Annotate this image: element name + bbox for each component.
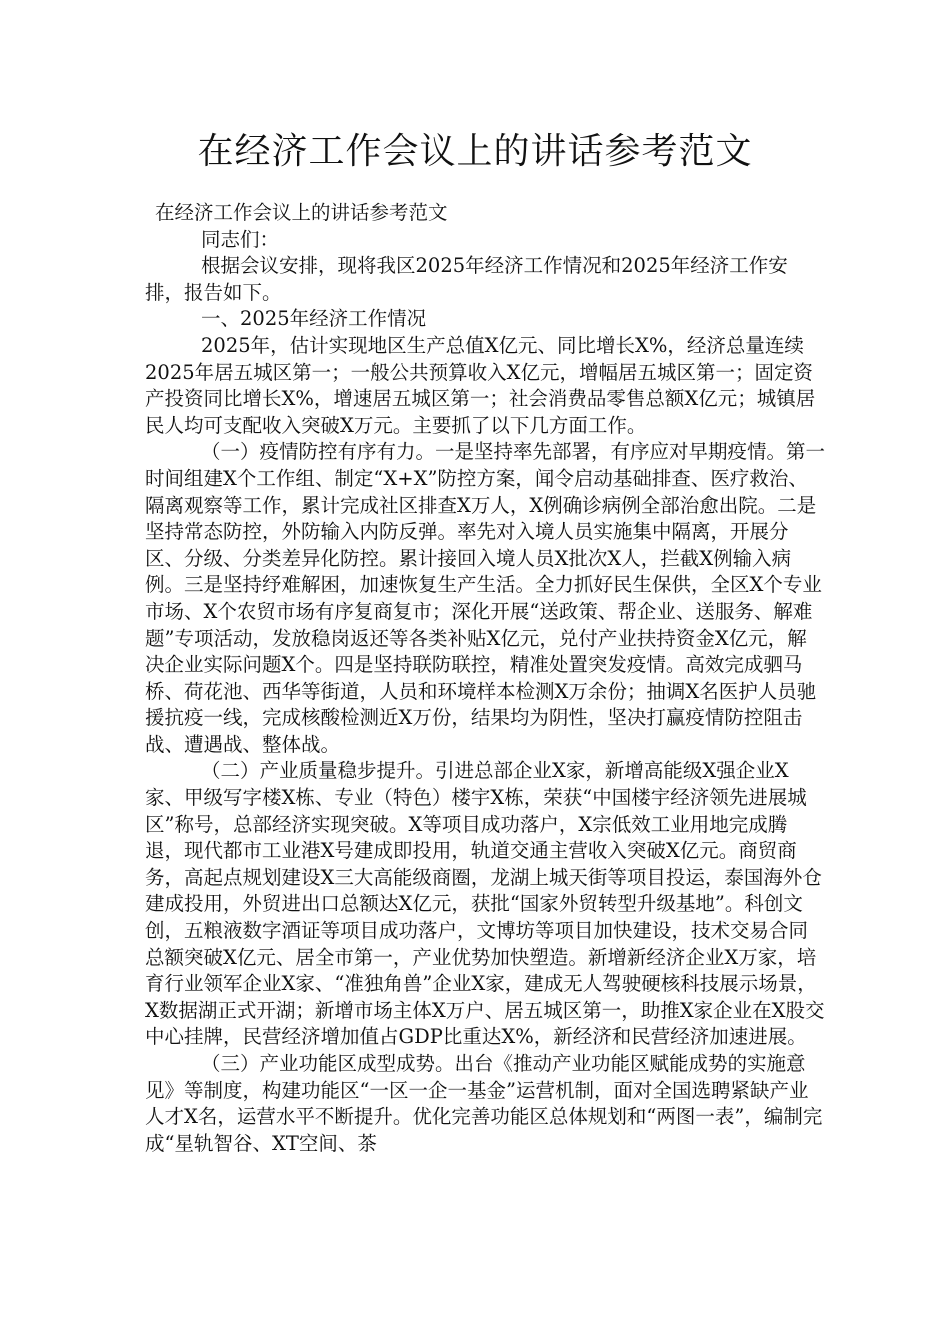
paragraph: （一）疫情防控有序有力。一是坚持率先部署，有序应对早期疫情。第一时间组建X个工作组、制定“X+X”防控方案，闻令启动基础排查、医疗救治、隔离观察等工作，累计完成社区排查X万人，X例确诊病例全部治愈出院。二是坚持常态防控，外防输入内防反弹。率先对入境人员实施集中隔离，开展分区、分级、分类差异化防控。累计接回入境人员X批次X人，拦截X例输入病例。三是坚持纾难解困，加速恢复生产生活。全力抓好民生保供，全区X个专业市场、X个农贸市场有序复商复市；深化开展“送政策、帮企业、送服务、解难题”专项活动，发放稳岗返还等各类补贴X亿元，兑付产业扶持资金X亿元，解决企业实际问题X个。四是坚持联防联控，精准处置突发疫情。高效完成驷马桥、荷花池、西华等街道，人员和环境样本检测X万余份；抽调X名医护人员驰援抗疫一线，完成核酸检测近X万份，结果均为阴性，坚决打赢疫情防控阻击战、遭遇战、整体战。 — [145, 440, 826, 756]
paragraph: （三）产业功能区成型成势。出台《推动产业功能区赋能成势的实施意见》等制度，构建功能区“一区一企一基金”运营机制，面对全国选聘紧缺产业人才X名，运营水平不断提升。优化完善功能区总体规划和“两图一表”，编制完成“星轨智谷、XT空间、茶 — [145, 1052, 823, 1155]
section-heading: 一、2025年经济工作情况 — [201, 307, 427, 331]
document-body — [145, 200, 825, 1157]
document-subtitle: 在经济工作会议上的讲话参考范文 — [155, 201, 448, 224]
paragraph: 2025年，估计实现地区生产总值X亿元、同比增长X%，经济总量连续2025年居五城区第一；一般公共预算收入X亿元，增幅居五城区第一；固定资产投资同比增长X%，增速居五城区第一；社会消费品零售总额X亿元；城镇居民人均可支配收入突破X万元。主要抓了以下几方面工作。 — [145, 333, 816, 437]
salutation: 同志们： — [201, 227, 280, 251]
paragraph: （二）产业质量稳步提升。引进总部企业X家，新增高能级X强企业X家、甲级写字楼X栋、专业（特色）楼宇X栋，荣获“中国楼宇经济领先进展城区”称号，总部经济实现突破。X等项目成功落户，X宗低效工业用地完成腾退，现代都市工业港X号建成即投用，轨道交通主营收入突破X亿元。商贸商务，高起点规划建设X三大高能级商圈，龙湖上城天街等项目投运，泰国海外仓建成投用，外贸进出口总额达X亿元，获批“国家外贸转型升级基地”。科创文创，五粮液数字酒证等项目成功落户，文博坊等项目加快建设，技术交易合同总额突破X亿元、居全市第一，产业优势加快塑造。新增新经济企业X万家，培育行业领军企业X家、“准独角兽”企业X家，建成无人驾驶硬核科技展示场景，X数据湖正式开湖；新增市场主体X万户、居五城区第一，助推X家企业在X股交中心挂牌，民营经济增加值占GDP比重达X%，新经济和民营经济加速进展。 — [145, 759, 825, 1049]
document-title: 在经济工作会议上的讲话参考范文 — [197, 131, 753, 172]
paragraph: 根据会议安排，现将我区2025年经济工作情况和2025年经济工作安排，报告如下。 — [145, 254, 788, 304]
